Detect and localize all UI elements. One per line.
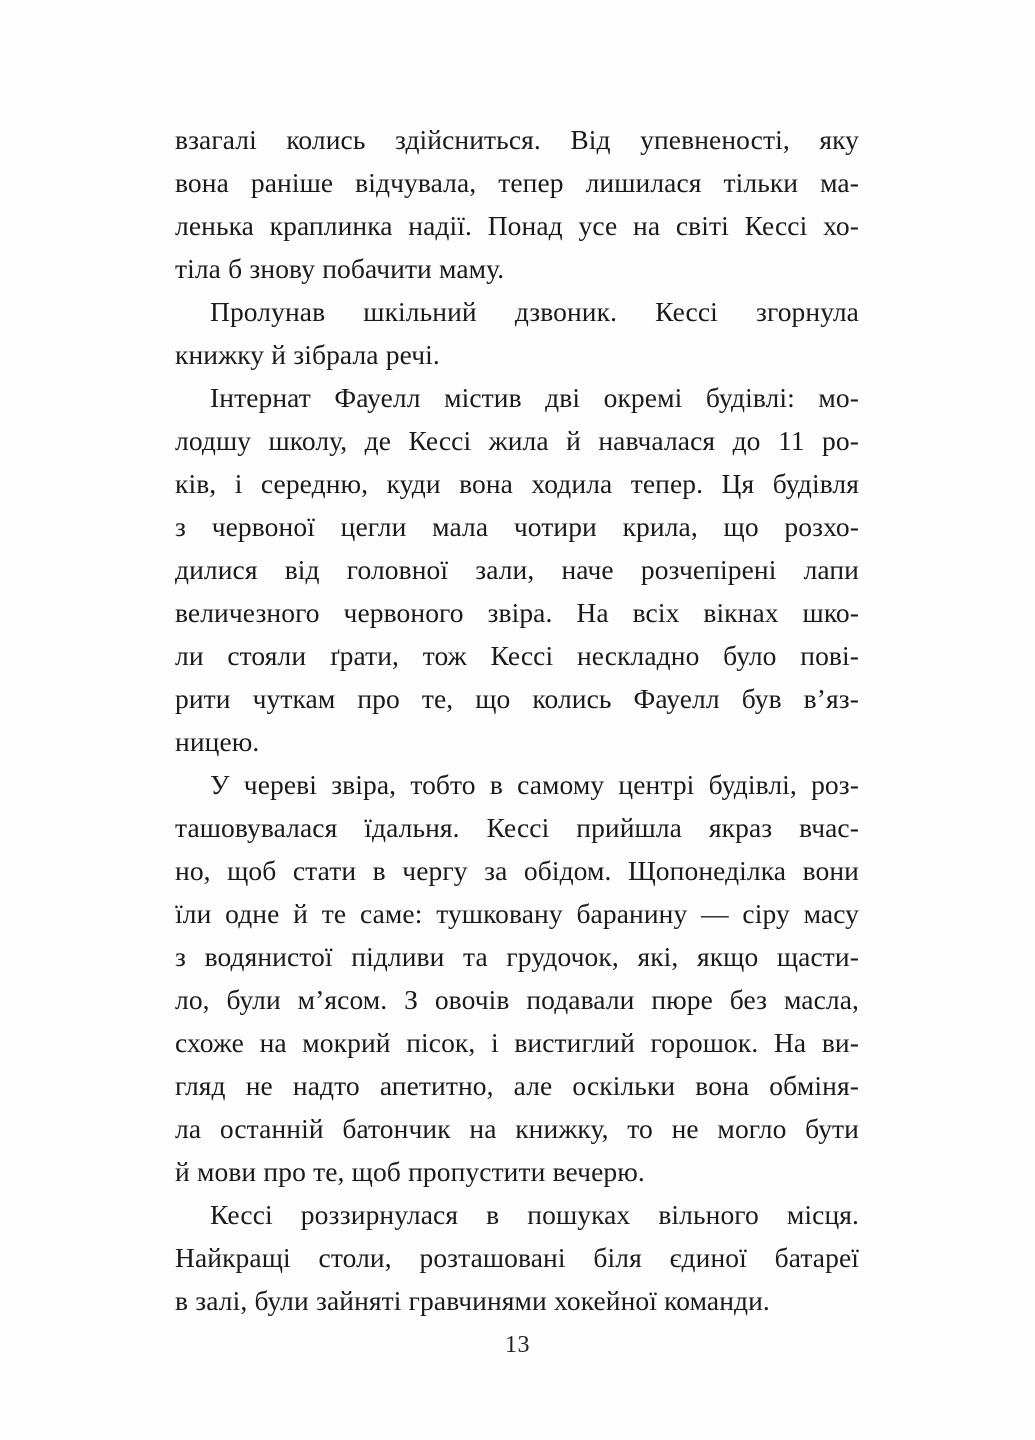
text-line: ла останній батончик на книжку, то не могло бути xyxy=(175,1113,859,1144)
text-line: рити чуткам про те, що колись Фауелл був в’яз- xyxy=(175,683,859,714)
text-line: ло, були м’ясом. З овочів подавали пюре без масла, xyxy=(175,984,859,1015)
text-line: взагалі колись здійсниться. Від упевненості, яку xyxy=(175,124,859,155)
paragraph-2 xyxy=(175,290,859,376)
text-line: схоже на мокрий пісок, і вистиглий горошок. На ви- xyxy=(175,1027,859,1058)
text-line: Пролунав шкільний дзвоник. Кессі згорнула xyxy=(210,296,859,327)
text-line: Інтернат Фауелл містив дві окремі будівлі: мо- xyxy=(210,382,859,413)
paragraph-1 xyxy=(175,118,859,290)
text-line: лодшу школу, де Кессі жила й навчалася до 11 ро- xyxy=(175,425,859,456)
text-line: з водянистої підливи та грудочок, які, якщо щасти- xyxy=(175,941,859,972)
text-line: ташовувалася їдальня. Кессі прийшла якраз вчас- xyxy=(175,812,859,843)
text-line: но, щоб стати в чергу за обідом. Щопонеділка вони xyxy=(175,855,859,886)
text-line: з червоної цегли мала чотири крила, що розхо- xyxy=(175,511,859,542)
text-line: вона раніше відчувала, тепер лишилася тільки ма- xyxy=(175,167,859,198)
paragraph-5 xyxy=(175,1193,859,1322)
text-line: ли стояли ґрати, тож Кессі нескладно було пові- xyxy=(175,640,859,671)
page-number: 13 xyxy=(505,1332,530,1358)
text-line: й мови про те, щоб пропустити вечерю. xyxy=(175,1156,645,1187)
page-text-block xyxy=(175,118,859,1322)
text-line: ницею. xyxy=(175,726,260,757)
text-line: їли одне й те саме: тушковану баранину — сіру масу xyxy=(175,898,859,929)
paragraph-3 xyxy=(175,376,859,763)
text-line: гляд не надто апетитно, але оскільки вона обміня- xyxy=(175,1070,859,1101)
text-line: ків, і середню, куди вона ходила тепер. Ця будівля xyxy=(175,468,859,499)
paragraph-4 xyxy=(175,763,859,1193)
text-line: тіла б знову побачити маму. xyxy=(175,253,505,284)
text-line: в залі, були зайняті гравчинями хокейної команди. xyxy=(175,1285,770,1316)
text-line: величезного червоного звіра. На всіх вікнах шко- xyxy=(175,597,859,628)
text-line: У череві звіра, тобто в самому центрі будівлі, роз- xyxy=(210,769,859,800)
text-line: книжку й зібрала речі. xyxy=(175,339,440,370)
text-line: ленька краплинка надії. Понад усе на світі Кессі хо- xyxy=(175,210,859,241)
text-line: Кессі роззирнулася в пошуках вільного місця. xyxy=(210,1199,859,1230)
text-line: Найкращі столи, розташовані біля єдиної батареї xyxy=(175,1242,859,1273)
text-line: дилися від головної зали, наче розчепірені лапи xyxy=(175,554,859,585)
